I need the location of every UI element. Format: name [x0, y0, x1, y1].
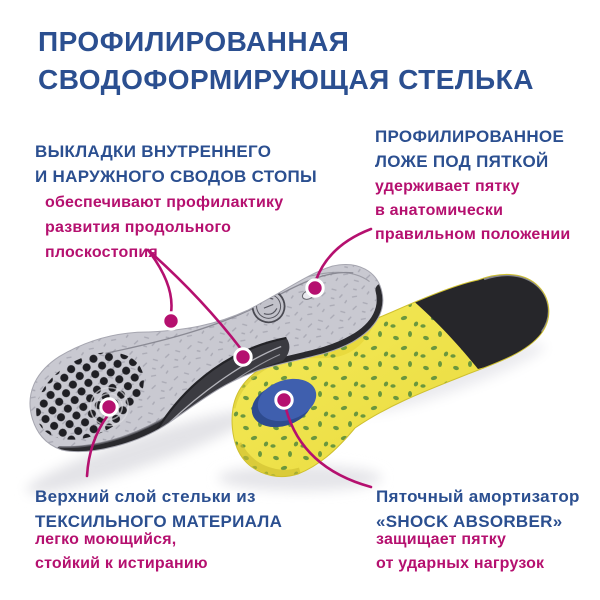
arch-pads-desc-line-1: обеспечивают профилактику: [45, 194, 284, 211]
page-title: [38, 23, 534, 99]
arch-pads-heading-line-2: И НАРУЖНОГО СВОДОВ СТОПЫ: [35, 167, 317, 186]
textile-layer-description: [35, 528, 208, 576]
heel-seat-desc-line-2: в анатомически: [375, 202, 504, 219]
shock-absorber-heading-line-2: «SHOCK ABSORBER»: [376, 512, 563, 531]
title-line-2: СВОДОФОРМИРУЮЩАЯ СТЕЛЬКА: [38, 64, 534, 95]
arch-pads-heading: [35, 139, 317, 189]
textile-layer-heading-line-2: ТЕКСИЛЬНОГО МАТЕРИАЛА: [35, 512, 283, 531]
title-line-1: ПРОФИЛИРОВАННАЯ: [38, 26, 350, 57]
arch-pads-heading-line-1: ВЫКЛАДКИ ВНУТРЕННЕГО: [35, 142, 272, 161]
arch-pads-desc-line-2: развития продольного: [45, 219, 232, 236]
arch-pad-marker-1: [163, 313, 179, 329]
arch-pads-desc-line-3: плоскостопия: [45, 244, 158, 261]
heel-seat-heading-line-1: ПРОФИЛИРОВАННОЕ: [375, 127, 565, 146]
textile-layer-marker: [101, 399, 117, 415]
shock-absorber-heading: [376, 484, 580, 534]
textile-layer-heading: [35, 484, 282, 534]
heel-seat-heading: [375, 124, 564, 174]
arch-pad-marker-2: [235, 349, 251, 365]
textile-layer-desc-line-2: стойкий к истиранию: [35, 555, 208, 572]
shock-absorber-heading-line-1: Пяточный амортизатор: [376, 487, 580, 506]
heel-seat-description: [375, 175, 570, 247]
textile-layer-heading-line-1: Верхний слой стельки из: [35, 487, 256, 506]
textile-layer-desc-line-1: легко моющийся,: [35, 531, 177, 548]
heel-seat-marker: [307, 280, 323, 296]
shock-absorber-desc-line-1: защищает пятку: [376, 531, 507, 548]
arch-pads-description: [45, 190, 283, 265]
heel-seat-desc-line-3: правильном положении: [375, 226, 571, 243]
shock-absorber-desc-line-2: от ударных нагрузок: [376, 555, 545, 572]
shock-absorber-marker: [276, 392, 292, 408]
heel-seat-desc-line-1: удерживает пятку: [375, 178, 520, 195]
shock-absorber-description: [376, 528, 544, 576]
heel-seat-heading-line-2: ЛОЖЕ ПОД ПЯТКОЙ: [375, 152, 549, 171]
